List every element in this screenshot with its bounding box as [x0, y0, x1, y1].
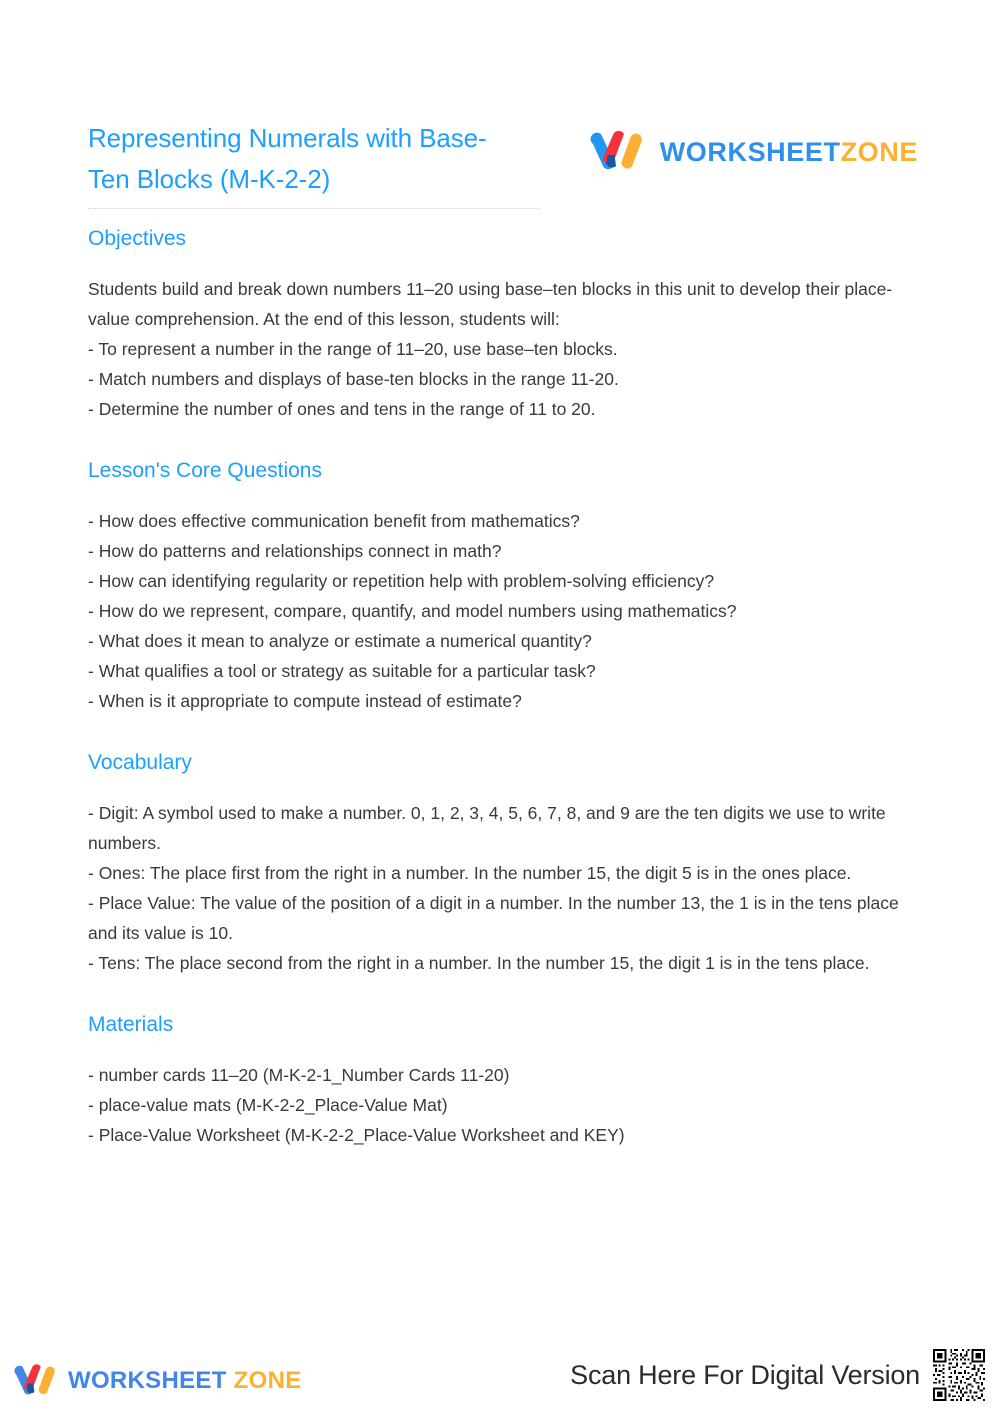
section-materials: [88, 1012, 920, 1150]
core-question-5: - What does it mean to analyze or estimate a numerical quantity?: [88, 631, 592, 651]
brand-wordmark-secondary: ZONE: [840, 136, 918, 167]
brand-wordmark-primary: WORKSHEET: [659, 136, 841, 167]
section-heading-vocabulary: Vocabulary: [88, 751, 192, 774]
objectives-item-1: - To represent a number in the range of 11–20, use base–ten blocks.: [88, 339, 618, 359]
core-question-6: - What qualifies a tool or strategy as suitable for a particular task?: [88, 661, 596, 681]
brand-wordmark: [660, 137, 918, 168]
vocabulary-item-tens: - Tens: The place second from the right in a number. In the number 15, the digit 1 is in the tens place.: [88, 953, 870, 973]
qr-code-icon[interactable]: [928, 1344, 990, 1406]
materials-item-1: - number cards 11–20 (M-K-2-1_Number Cards 11-20): [88, 1065, 510, 1085]
materials-item-2: - place-value mats (M-K-2-2_Place-Value Mat): [88, 1095, 448, 1115]
footer-brand-primary: WORKSHEET: [68, 1367, 227, 1394]
spacer: [88, 716, 920, 750]
header-brand-logo[interactable]: [590, 128, 918, 176]
document-content: [88, 226, 920, 1150]
core-question-2: - How do patterns and relationships connect in math?: [88, 541, 502, 561]
title-divider: [88, 208, 540, 209]
page-title-line-1: Representing Numerals with Base-: [88, 123, 487, 153]
vocabulary-item-digit: - Digit: A symbol used to make a number. 0, 1, 2, 3, 4, 5, 6, 7, 8, and 9 are the ten digits we use to write numbers.: [88, 803, 886, 853]
section-core-questions: [88, 458, 920, 716]
objectives-item-2: - Match numbers and displays of base-ten blocks in the range 11-20.: [88, 369, 619, 389]
document-footer: [0, 1324, 1000, 1414]
objectives-item-3: - Determine the number of ones and tens in the range of 11 to 20.: [88, 399, 596, 419]
page-title: [88, 118, 543, 200]
footer-brand-wordmark: [68, 1367, 302, 1395]
footer-brand-secondary: ZONE: [233, 1367, 302, 1394]
section-heading-core-questions: Lesson's Core Questions: [88, 459, 322, 482]
core-question-4: - How do we represent, compare, quantify, and model numbers using mathematics?: [88, 601, 737, 621]
core-question-7: - When is it appropriate to compute instead of estimate?: [88, 691, 522, 711]
objectives-intro: Students build and break down numbers 11–20 using base–ten blocks in this unit to develop their place-value comprehension. At the end of this lesson, students will:: [88, 279, 893, 329]
spacer: [88, 424, 920, 458]
section-heading-materials: Materials: [88, 1013, 174, 1036]
page-title-line-2: Ten Blocks (M-K-2-2): [88, 164, 331, 194]
worksheetzone-w-logo-icon: [590, 128, 646, 176]
footer-brand-logo[interactable]: [14, 1362, 302, 1400]
core-question-3: - How can identifying regularity or repetition help with problem-solving efficiency?: [88, 571, 715, 591]
scan-cta[interactable]: [570, 1344, 990, 1406]
title-block: [88, 118, 543, 209]
materials-item-3: - Place-Value Worksheet (M-K-2-2_Place-Value Worksheet and KEY): [88, 1125, 625, 1145]
section-vocabulary: [88, 750, 920, 978]
worksheetzone-w-logo-icon: [14, 1362, 58, 1400]
scan-label: Scan Here For Digital Version: [570, 1359, 920, 1390]
core-question-1: - How does effective communication benefit from mathematics?: [88, 511, 580, 531]
section-objectives: [88, 226, 920, 424]
section-heading-objectives: Objectives: [88, 227, 187, 250]
document-header: [88, 118, 918, 209]
spacer: [88, 978, 920, 1012]
vocabulary-item-ones: - Ones: The place first from the right in a number. In the number 15, the digit 5 is in the ones place.: [88, 863, 852, 883]
vocabulary-item-place-value: - Place Value: The value of the position of a digit in a number. In the number 13, the 1 is in the tens place and its value is 10.: [88, 893, 899, 943]
